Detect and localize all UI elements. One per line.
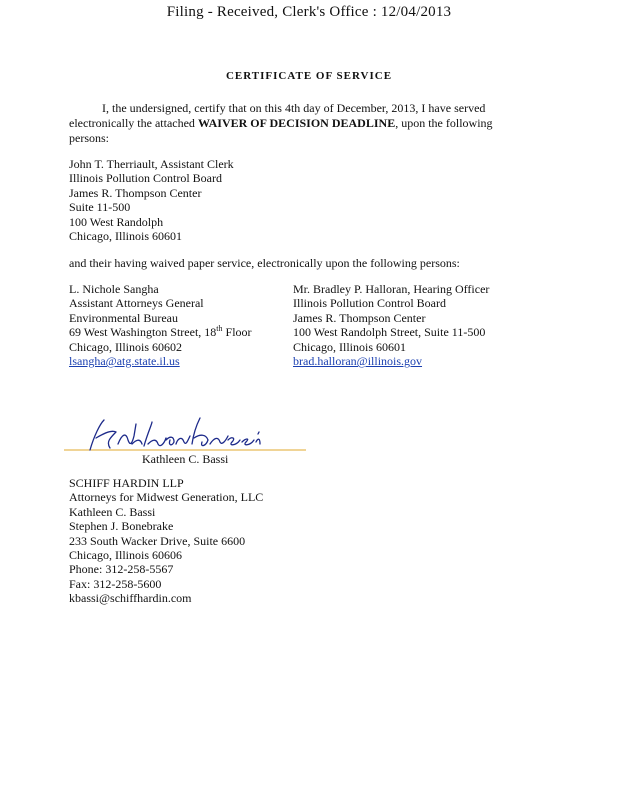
signer-line: 233 South Wacker Drive, Suite 6600: [69, 533, 246, 548]
filing-stamp: Filing - Received, Clerk's Office : 12/04/2013: [166, 4, 452, 20]
intro-line-2: [69, 116, 493, 131]
signer-line: Attorneys for Midwest Generation, LLC: [69, 490, 264, 505]
signer-email: kbassi@schiffhardin.com: [69, 591, 192, 606]
left-recipient-email-link[interactable]: lsangha@atg.state.il.us: [69, 354, 180, 369]
right-recipient-block: [293, 282, 489, 368]
signature-printed-name: Kathleen C. Bassi: [142, 452, 229, 466]
signer-line: Stephen J. Bonebrake: [69, 519, 174, 534]
intro-paragraph: [69, 101, 493, 146]
intro-line-1: I, the undersigned, certify that on this 4th day of December, 2013, I have served: [102, 101, 486, 115]
right-recipient-email-link[interactable]: brad.halloran@illinois.gov: [293, 354, 423, 369]
clerk-line: Suite 11-500: [69, 200, 131, 215]
clerk-address-block: [69, 157, 234, 243]
intro-line-2-prefix: electronically the attached: [69, 116, 198, 130]
signer-phone: Phone: 312-258-5567: [69, 562, 174, 577]
signer-address-block: [69, 476, 263, 606]
signer-line: Chicago, Illinois 60606: [69, 548, 182, 563]
signer-fax: Fax: 312-258-5600: [69, 576, 162, 591]
left-recipient-name: L. Nichole Sangha: [69, 282, 159, 296]
right-recipient-building: James R. Thompson Center: [293, 310, 426, 325]
clerk-line: James R. Thompson Center: [69, 185, 202, 200]
street-floor: Floor: [222, 325, 252, 340]
left-recipient-block: [69, 282, 252, 368]
signature-stroke: [90, 418, 260, 450]
page-title: CERTIFICATE OF SERVICE: [225, 70, 393, 82]
left-recipient-title: Assistant Attorneys General: [69, 296, 204, 311]
intro-line-2-suffix: , upon the following: [395, 116, 493, 130]
signer-line: Kathleen C. Bassi: [69, 504, 156, 519]
clerk-line: Illinois Pollution Control Board: [69, 171, 223, 186]
signer-line: SCHIFF HARDIN LLP: [69, 476, 184, 490]
street-ordinal: th: [216, 324, 223, 334]
clerk-line: Chicago, Illinois 60601: [69, 229, 182, 244]
intro-line-3: persons:: [69, 131, 109, 145]
handwritten-signature: [60, 410, 320, 458]
right-recipient-city: Chicago, Illinois 60601: [293, 339, 406, 354]
left-recipient-bureau: Environmental Bureau: [69, 310, 178, 325]
right-recipient-name: Mr. Bradley P. Halloran, Hearing Officer: [293, 282, 490, 296]
waived-service-text: and their having waived paper service, electronically upon the following persons:: [69, 256, 460, 270]
right-recipient-org: Illinois Pollution Control Board: [293, 296, 447, 311]
left-recipient-street: [69, 325, 252, 339]
right-recipient-street: 100 West Randolph Street, Suite 11-500: [293, 325, 486, 340]
street-text: 69 West Washington Street, 18: [69, 325, 217, 340]
left-recipient-city: Chicago, Illinois 60602: [69, 339, 182, 354]
document-name: WAIVER OF DECISION DEADLINE: [197, 116, 396, 130]
clerk-line: 100 West Randolph: [69, 214, 164, 229]
clerk-line: John T. Therriault, Assistant Clerk: [69, 157, 234, 171]
